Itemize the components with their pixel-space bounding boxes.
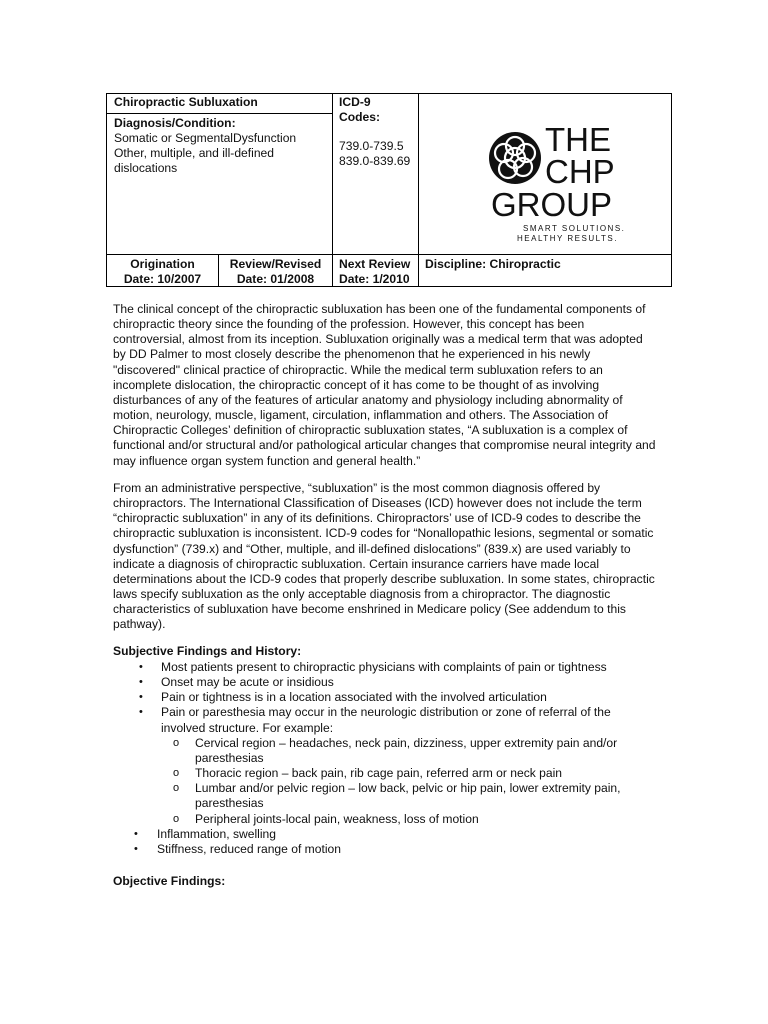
paragraph: From an administrative perspective, “subluxation” is the most common diagnosis offered by chiropractors. The International Classification of Diseases (ICD) however does not include the term “chiropractic subluxation” in any of its definitions. Chiropractors’ use of ICD-9 codes to describe the chiropractic subluxation is inconsistent. ICD-9 codes for “Nonallopathic lesions, segmental or somatic dysfunction” (739.x) and “Other, multiple, and ill-defined dislocations” (839.x) are used variably to indicate a diagnosis of chiropractic subluxation. Certain insurance carriers have made local determinations about the ICD-9 codes that properly describe subluxation. In some states, chiropractic laws specify subluxation as the only acceptable diagnosis from a chiropractor. The diagnostic characteristics of subluxation have become enshrined in Medicare policy (See addendum to this pathway). — [113, 481, 655, 632]
paragraph: The clinical concept of the chiropractic subluxation has been one of the fundamental components of chiropractic theory since the founding of the profession. However, this concept has been controversial, almost from its inception. Subluxation originally was a medical term that was adopted by DD Palmer to most closely describe the phenomenon that he experienced in his newly "discovered" clinical practice of chiropractic. While the medical term subluxation refers to an incomplete dislocation, the chiropractic concept of it has come to be thought of as involving disturbances of any of the features of articular anatomy and physiology including abnormality of motion, neurology, muscle, ligament, circulation, inflammation and others. The Association of Chiropractic Colleges’ definition of chiropractic subluxation states, “A subluxation is a complex of functional and/or structural and/or pathological articular changes that compromise neural integrity and may influence organ system function and general health.” — [113, 302, 656, 468]
origination-label: Origination — [130, 257, 195, 271]
icd-codes — [339, 139, 410, 169]
list-item: • Most patients present to chiropractic physicians with complaints of pain or tightness — [113, 660, 658, 675]
chp-group-logo — [489, 120, 637, 246]
origination-date — [107, 257, 218, 287]
icd-label-line: ICD-9 — [339, 95, 371, 109]
logo-tagline: SMART SOLUTIONS. — [523, 224, 626, 233]
objective-heading: Objective Findings: — [113, 874, 226, 888]
doc-title: Chiropractic Subluxation — [114, 95, 258, 109]
icd-label-line: Codes: — [339, 110, 380, 124]
next-review-date — [339, 257, 410, 287]
sub-list-item: o Cervical region – headaches, neck pain, dizziness, upper extremity pain and/or paresthesias — [154, 736, 658, 766]
diagnosis-line: Somatic or SegmentalDysfunction — [114, 131, 297, 145]
list-item: • Inflammation, swelling — [113, 827, 658, 842]
next-review-value: Date: 1/2010 — [339, 272, 410, 286]
divider — [332, 94, 333, 286]
list-item: • Onset may be acute or insidious — [113, 675, 658, 690]
review-value: Date: 01/2008 — [236, 272, 315, 286]
sub-list-item: o Lumbar and/or pelvic region – low back, pelvic or hip pain, lower extremity pain, paresthesias — [154, 781, 658, 811]
diagnosis-line: Other, multiple, and ill-defined — [114, 146, 274, 160]
icd-code: 739.0-739.5 — [339, 139, 404, 153]
header-table — [106, 93, 672, 287]
logo-text: THE — [545, 121, 611, 158]
logo-emblem-icon — [489, 120, 637, 246]
admin-paragraph — [113, 481, 658, 633]
origination-value: Date: 10/2007 — [123, 272, 202, 286]
diagnosis-line: dislocations — [114, 161, 178, 175]
review-date — [219, 257, 332, 287]
discipline: Discipline: Chiropractic — [425, 257, 561, 271]
subjective-list — [113, 660, 658, 857]
review-label: Review/Revised — [229, 257, 322, 271]
diagnosis-block — [114, 116, 329, 176]
logo-tagline: HEALTHY RESULTS. — [517, 234, 618, 243]
list-item: • Stiffness, reduced range of motion — [113, 842, 658, 857]
list-item-text: Pain or paresthesia may occur in the neurologic distribution or zone of referral of the involved structure. For example: — [161, 705, 611, 735]
sub-list-item: o Peripheral joints-local pain, weakness, loss of motion — [154, 812, 658, 827]
list-item: • Pain or tightness is in a location associated with the involved articulation — [113, 690, 658, 705]
icd-code: 839.0-839.69 — [339, 154, 411, 168]
divider — [107, 113, 332, 114]
divider — [418, 94, 419, 286]
intro-paragraph — [113, 302, 658, 469]
logo-text: CHP — [545, 153, 615, 190]
diagnosis-label: Diagnosis/Condition: — [114, 116, 236, 130]
sub-list-item: o Thoracic region – back pain, rib cage pain, referred arm or neck pain — [154, 766, 658, 781]
subjective-heading: Subjective Findings and History: — [113, 644, 302, 658]
icd-label — [339, 95, 380, 125]
next-review-label: Next Review — [339, 257, 411, 271]
list-item — [113, 705, 658, 826]
divider — [107, 254, 671, 255]
logo-text: GROUP — [491, 186, 613, 223]
